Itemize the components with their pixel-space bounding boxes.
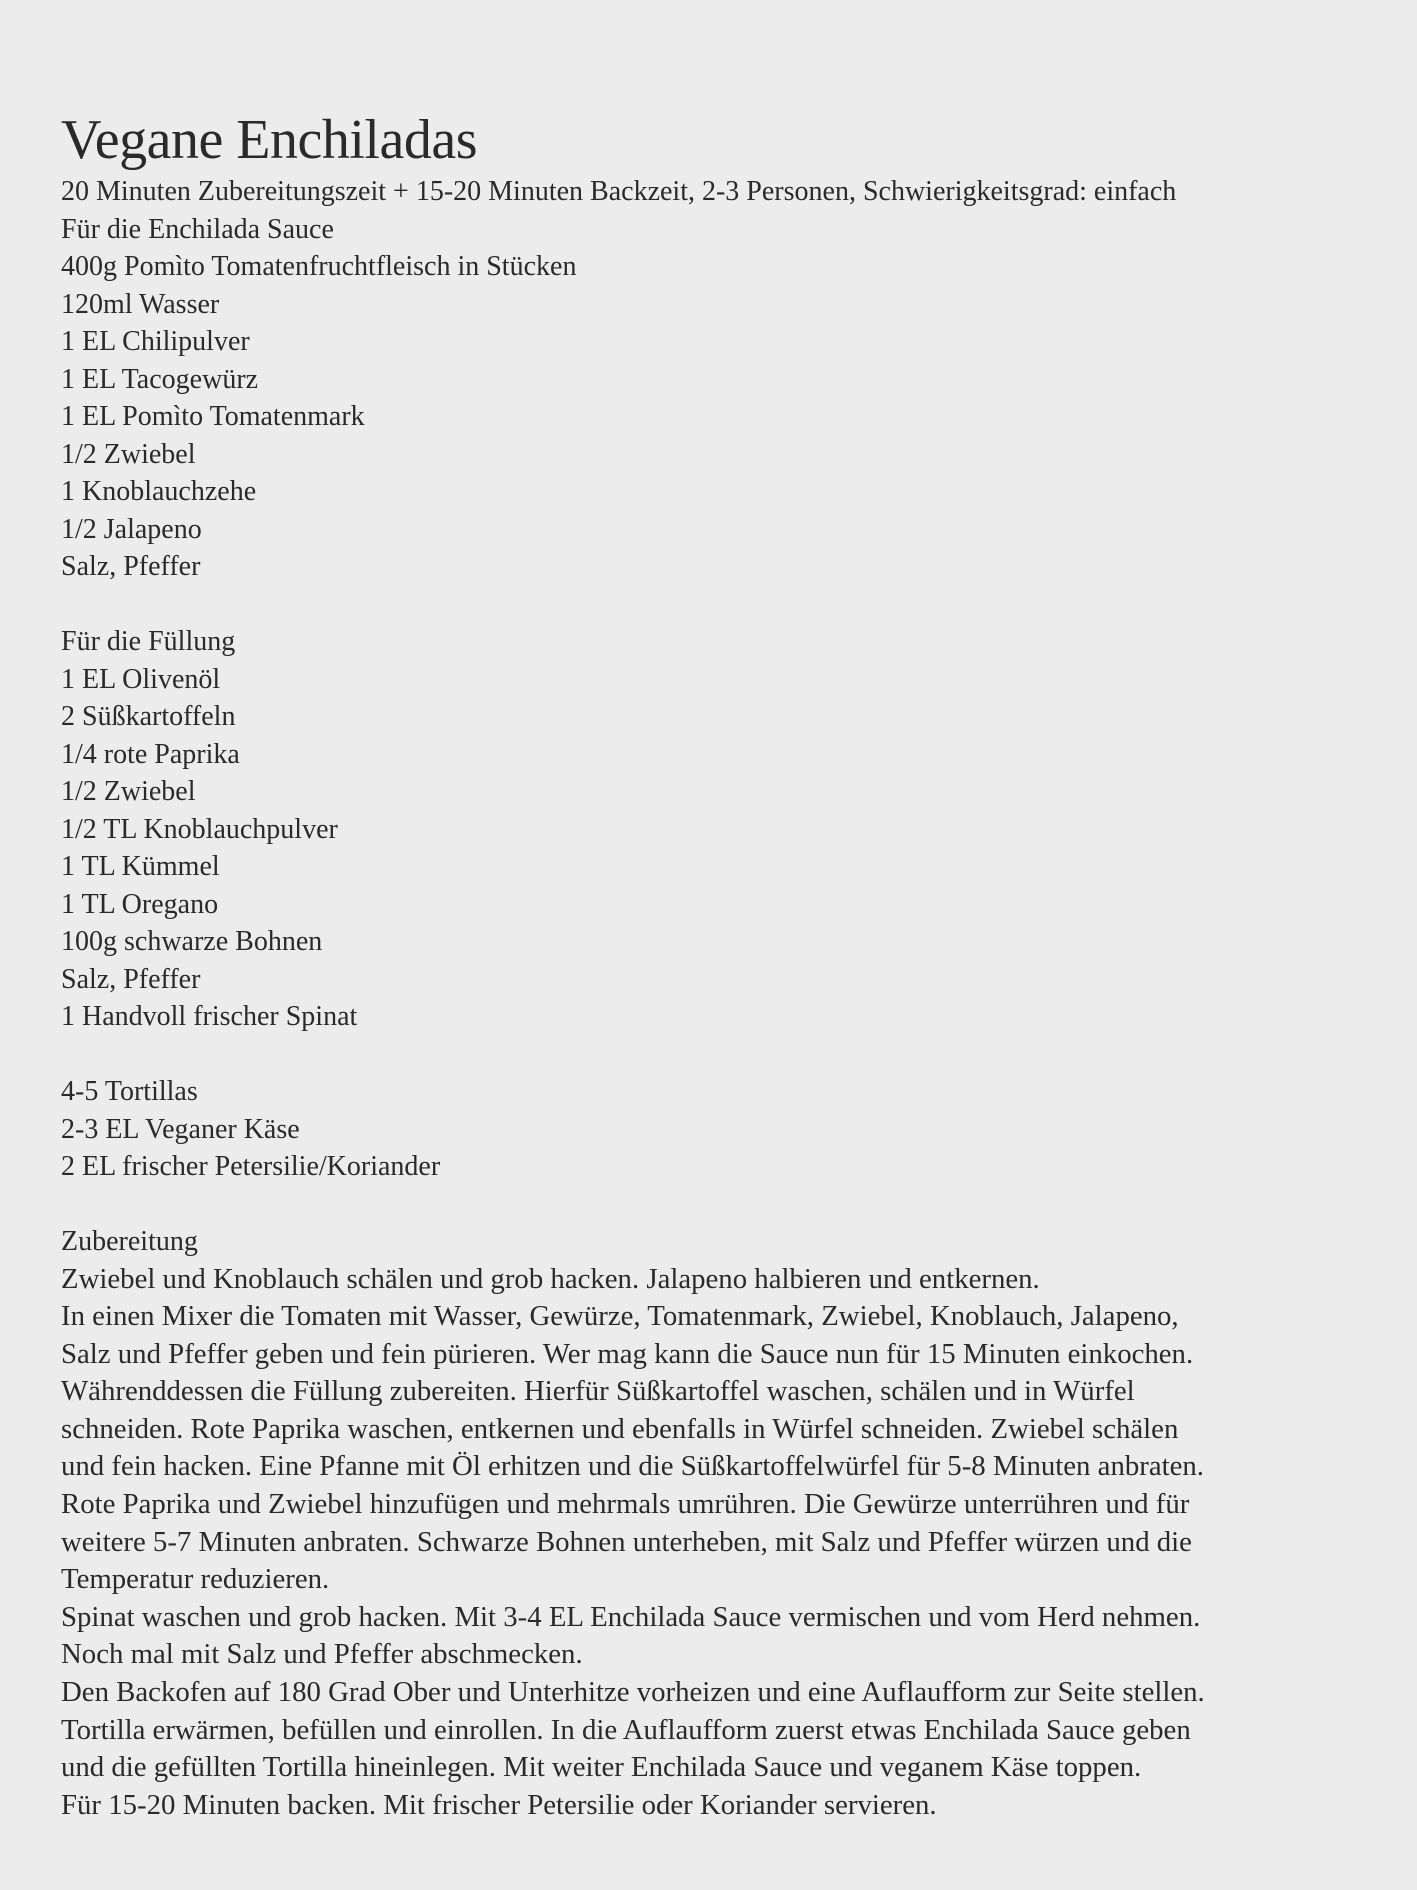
filling-ingredient: 2 Süßkartoffeln: [61, 701, 236, 732]
preparation-line: Spinat waschen und grob hacken. Mit 3-4 EL Enchilada Sauce vermischen und vom Herd nehmen.: [61, 1600, 1201, 1633]
extras-section: [61, 1073, 1401, 1186]
sauce-ingredient: 1 EL Pomìto Tomatenmark: [61, 401, 365, 432]
preparation-line: und fein hacken. Eine Pfanne mit Öl erhitzen und die Süßkartoffelwürfel für 5-8 Minuten anbraten.: [61, 1450, 1204, 1483]
filling-ingredient: 1 EL Olivenöl: [61, 663, 221, 695]
preparation-line: Für 15-20 Minuten backen. Mit frischer Petersilie oder Koriander servieren.: [61, 1788, 937, 1821]
recipe-title: Vegane Enchiladas: [61, 109, 477, 171]
sauce-ingredient: 1 Knoblauchzehe: [61, 476, 257, 507]
preparation-section: [61, 1223, 1401, 1824]
recipe-meta: 20 Minuten Zubereitungszeit + 15-20 Minuten Backzeit, 2-3 Personen, Schwierigkeitsgrad: einfach: [61, 176, 1177, 207]
extra-ingredient: 2 EL frischer Petersilie/Koriander: [61, 1151, 441, 1182]
filling-section: [61, 623, 1401, 1036]
filling-ingredient: Salz, Pfeffer: [61, 963, 201, 995]
preparation-line: Temperatur reduzieren.: [61, 1563, 330, 1596]
preparation-line: schneiden. Rote Paprika waschen, entkernen und ebenfalls in Würfel schneiden. Zwiebel schälen: [61, 1412, 1179, 1445]
filling-heading: Für die Füllung: [61, 626, 236, 657]
filling-ingredient: 1/2 Zwiebel: [61, 776, 196, 807]
section-spacer: [61, 1036, 1401, 1074]
sauce-ingredient: 400g Pomìto Tomatenfruchtfleisch in Stücken: [61, 251, 577, 282]
preparation-line: und die gefüllten Tortilla hineinlegen. Mit weiter Enchilada Sauce und veganem Käse toppen.: [61, 1751, 1142, 1784]
preparation-line: Noch mal mit Salz und Pfeffer abschmecken.: [61, 1638, 583, 1671]
filling-ingredient: 1 Handvoll frischer Spinat: [61, 1001, 358, 1032]
filling-ingredient: 100g schwarze Bohnen: [61, 926, 323, 957]
preparation-line: weitere 5-7 Minuten anbraten. Schwarze Bohnen unterheben, mit Salz und Pfeffer würzen und die: [61, 1525, 1192, 1558]
preparation-line: Salz und Pfeffer geben und fein pürieren. Wer mag kann die Sauce nun für 15 Minuten einkochen.: [61, 1337, 1194, 1370]
filling-ingredient: 1/2 TL Knoblauchpulver: [61, 813, 338, 845]
preparation-line: Währenddessen die Füllung zubereiten. Hierfür Süßkartoffel waschen, schälen und in Würfel: [61, 1375, 1135, 1408]
section-spacer: [61, 586, 1401, 624]
preparation-line: Tortilla erwärmen, befüllen und einrollen. In die Auflaufform zuerst etwas Enchilada Sauce geben: [61, 1713, 1191, 1746]
sauce-ingredient: Salz, Pfeffer: [61, 551, 201, 582]
preparation-line: Zwiebel und Knoblauch schälen und grob hacken. Jalapeno halbieren und entkernen.: [61, 1262, 1040, 1295]
filling-ingredient: 1/4 rote Paprika: [61, 738, 240, 770]
sauce-ingredient: 1/2 Jalapeno: [61, 513, 202, 545]
extra-ingredient: 4-5 Tortillas: [61, 1076, 198, 1107]
extra-ingredient: 2-3 EL Veganer Käse: [61, 1113, 300, 1145]
recipe-page: [61, 108, 1401, 1824]
sauce-heading: Für die Enchilada Sauce: [61, 213, 334, 245]
filling-ingredient: 1 TL Kümmel: [61, 851, 220, 882]
filling-ingredient: 1 TL Oregano: [61, 888, 219, 920]
preparation-line: Den Backofen auf 180 Grad Ober und Unterhitze vorheizen und eine Auflaufform zur Seite stellen.: [61, 1676, 1205, 1709]
sauce-ingredient: 1 EL Chilipulver: [61, 326, 250, 357]
sauce-ingredient: 120ml Wasser: [61, 288, 220, 320]
sauce-ingredient: 1 EL Tacogewürz: [61, 363, 259, 395]
sauce-section: [61, 211, 1401, 586]
preparation-line: In einen Mixer die Tomaten mit Wasser, Gewürze, Tomatenmark, Zwiebel, Knoblauch, Jalapeno,: [61, 1300, 1179, 1333]
sauce-ingredient: 1/2 Zwiebel: [61, 438, 196, 470]
preparation-heading: Zubereitung: [61, 1226, 198, 1257]
preparation-line: Rote Paprika und Zwiebel hinzufügen und mehrmals umrühren. Die Gewürze unterrühren und für: [61, 1488, 1190, 1521]
section-spacer: [61, 1186, 1401, 1224]
